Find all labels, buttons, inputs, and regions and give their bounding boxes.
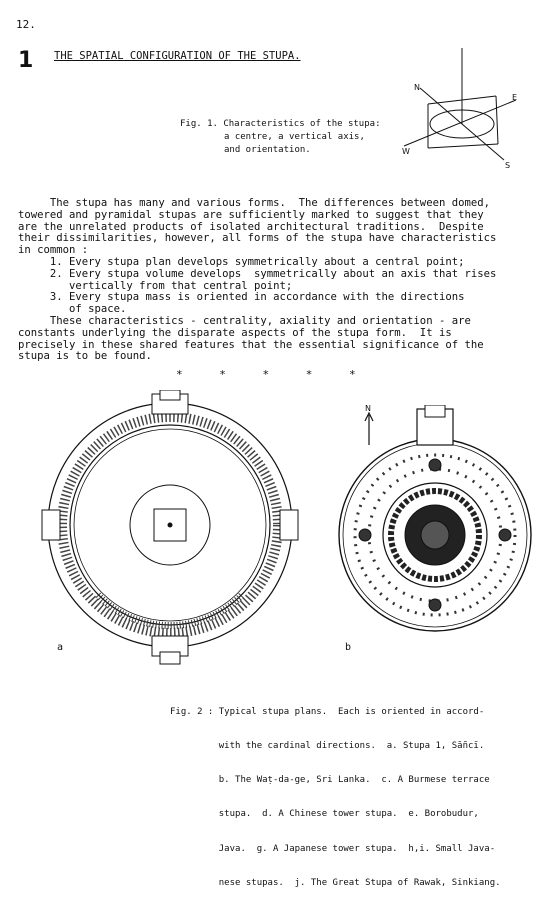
north-label: N [414, 83, 420, 92]
body-text [18, 198, 530, 363]
east-label: E [512, 93, 518, 102]
figure-2-caption-line: Fig. 2 : Typical stupa plans. Each is oriented in accord- [170, 706, 485, 717]
body-line: are the unrelated products of isolated architectural traditions. Despite [18, 220, 484, 233]
body-line: precisely in these shared features that the essential significance of the [18, 338, 484, 351]
figure-2-caption-line: Java. g. A Japanese tower stupa. h,i. Small Java- [170, 843, 496, 854]
list-item: 2. Every stupa volume develops symmetrically about an axis that rises [18, 267, 497, 280]
page-number: 12. [16, 18, 36, 31]
figure-2-caption-line: stupa. d. A Chinese tower stupa. e. Borobudur, [170, 809, 479, 820]
north-arrow-label: N [365, 405, 371, 413]
body-line: stupa is to be found. [18, 350, 152, 363]
figure-1-caption [180, 118, 380, 157]
south-label: S [505, 161, 511, 170]
figure-1-caption-line: Fig. 1. Characteristics of the stupa: [180, 119, 381, 129]
body-line: constants underlying the disparate aspects of the stupa form. It is [18, 326, 452, 339]
figure-2-caption-line: b. The Waṭ-da-ge, Sri Lanka. c. A Burmese terrace [170, 775, 490, 786]
chapter-number: 1 [18, 48, 34, 73]
west-label: W [402, 147, 410, 156]
stupa-axis-diagram [392, 48, 532, 178]
stupa-plan-b [335, 405, 535, 645]
body-line: These characteristics - centrality, axiality and orientation - are [18, 314, 471, 327]
figure-2-caption-line: with the cardinal directions. a. Stupa 1, Sāñcī. [170, 741, 485, 752]
list-item: vertically from that central point; [18, 279, 293, 292]
body-line: towered and pyramidal stupas are sufficiently marked to suggest that they [18, 208, 484, 221]
figure-2-caption-line: nese stupas. j. The Great Stupa of Rawak, Sinkiang. [170, 877, 501, 888]
chapter-title: THE SPATIAL CONFIGURATION OF THE STUPA. [54, 50, 301, 62]
east-west-axis [404, 100, 516, 146]
figure-2-caption [170, 684, 501, 901]
body-line: their dissimilarities, however, all forms of the stupa have characteristics [18, 232, 497, 245]
west-gateway [42, 510, 60, 540]
body-line: in common : [18, 244, 89, 257]
list-item: 1. Every stupa plan develops symmetrically about a central point; [18, 255, 465, 268]
list-item: 3. Every stupa mass is oriented in accordance with the directions [18, 291, 465, 304]
plan-b-label: b [345, 642, 352, 653]
plan-a-label: a [57, 642, 64, 653]
list-item: of space. [18, 303, 127, 316]
figure-1-caption-line: a centre, a vertical axis, [224, 132, 365, 142]
east-gateway [280, 510, 298, 540]
body-line: The stupa has many and various forms. The differences between domed, [18, 197, 490, 209]
section-separator: * * * * * [176, 368, 356, 381]
stupa-plan-a [40, 390, 310, 670]
figure-1-caption-line: and orientation. [224, 145, 311, 155]
